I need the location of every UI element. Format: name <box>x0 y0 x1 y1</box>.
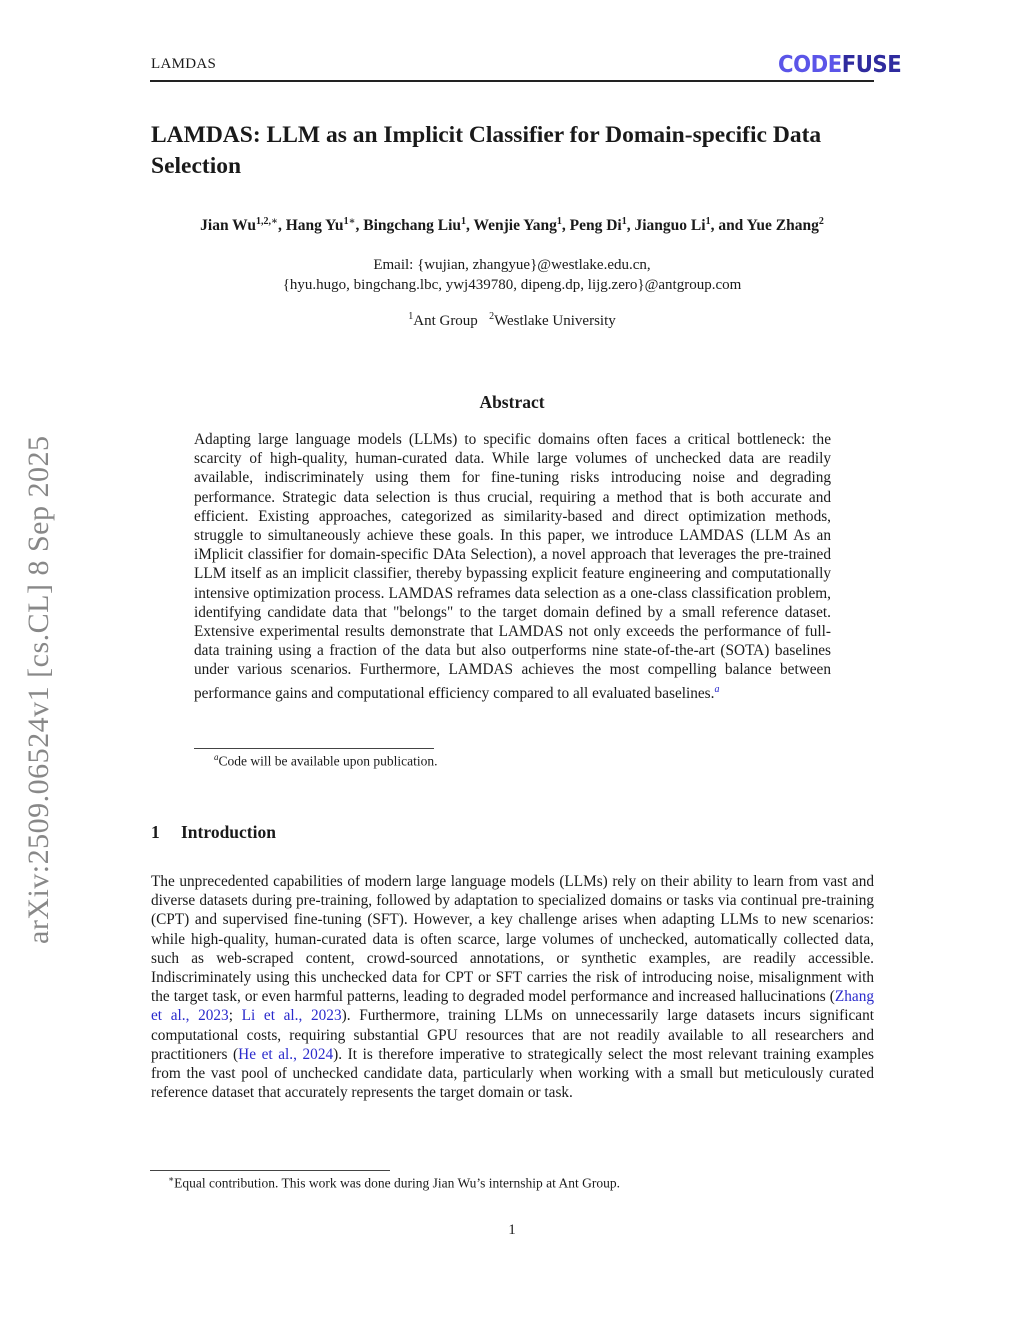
page-number: 1 <box>508 1222 516 1238</box>
author-affiliation-mark: 1 <box>621 216 627 227</box>
author-name: Hang Yu <box>285 217 344 235</box>
paper-title: LAMDAS: LLM as an Implicit Classifier for Domain-specific Data Selection <box>151 122 822 179</box>
author-name: Yue Zhang <box>746 217 819 235</box>
email-block <box>110 255 914 295</box>
abstract-footnote-rule <box>194 748 434 749</box>
abstract-footnote-text: Code will be available upon publication. <box>218 753 438 769</box>
logo-part-2: FUSE <box>841 52 902 78</box>
citation-zhang-2023[interactable]: Zhang et al., 2023 <box>151 988 874 1025</box>
email-line-1: Email: {wujian, zhangyue}@westlake.edu.cn, <box>373 257 651 273</box>
author-affiliation-mark: 2 <box>818 216 824 227</box>
citation-li-2023[interactable]: Li et al., 2023 <box>241 1007 342 1025</box>
running-title: LAMDAS <box>151 56 217 72</box>
footnote-rule <box>150 1170 390 1171</box>
footnote-mark: ∗ <box>168 1174 175 1184</box>
abstract-text: Adapting large language models (LLMs) to specific domains often faces a critical bottleneck: the scarcity of high-quality, human-curated data. While large volumes of unchecked data are readily available, indiscriminately using them for fine-tuning risks introducing noise and degrading performance. Strategic data selection is thus crucial, requiring a method that is both accurate and efficient. Existing approaches, categorized as similarity-based and direct optimization methods, struggle to simultaneously achieve these goals. In this paper, we introduce LAMDAS (LLM As an iMplicit classifier for domain-specific DAta Selection), a novel approach that leverages the pre-trained LLM itself as an implicit classifier, thereby bypassing explicit feature engineering and computationally intensive optimization process. LAMDAS reframes data selection as a one-class classification problem, identifying candidate data that "belongs" to the target domain defined by a small reference dataset. Extensive experimental results demonstrate that LAMDAS not only exceeds the performance of full-data training using a fraction of the data but also outperforms nine state-of-the-art (SOTA) baselines under various scenarios. Furthermore, LAMDAS achieves the most compelling balance between performance gains and computational efficiency compared to all evaluated baselines. <box>194 431 831 702</box>
author-affiliation-mark: 1∗ <box>343 216 356 227</box>
section-number: 1 <box>151 822 160 842</box>
affil-1-sup: 1 <box>408 311 414 322</box>
header-rule <box>150 80 874 82</box>
affiliations <box>110 311 914 330</box>
author-name: Bingchang Liu <box>363 217 462 235</box>
author-separator: , <box>277 217 286 235</box>
author-list <box>110 216 914 235</box>
abstract-body <box>194 430 831 703</box>
author-separator: , <box>626 217 635 235</box>
abstract-footnote-link[interactable]: a <box>714 683 720 695</box>
author-affiliation-mark: 1 <box>705 216 711 227</box>
author-affiliation-mark: 1 <box>461 216 467 227</box>
introduction-paragraph <box>151 872 874 1102</box>
author-separator: , <box>466 217 474 235</box>
author-affiliation-mark: 1 <box>556 216 562 227</box>
intro-text-2: ). Furthermore, training LLMs on unnecessarily large datasets incurs significant computational costs, requiring substantial GPU resources that are not readily available to all researchers and practitioners ( <box>151 1007 874 1063</box>
author-separator: , and <box>710 217 747 235</box>
affil-2-sup: 2 <box>489 311 495 322</box>
citation-separator: ; <box>228 1007 242 1025</box>
arxiv-sidebar-id[interactable]: arXiv:2509.06524v1 [cs.CL] 8 Sep 2025 <box>22 435 55 944</box>
affil-2-name: Westlake University <box>494 313 616 329</box>
author-affiliation-mark: 1,2,∗ <box>256 216 278 227</box>
abstract-heading: Abstract <box>479 392 545 412</box>
author-name: Peng Di <box>569 217 622 235</box>
codefuse-logo <box>778 52 901 78</box>
citation-he-2024[interactable]: He et al., 2024 <box>238 1045 334 1063</box>
abstract-footnote-mark: a <box>214 752 219 762</box>
intro-text-1: The unprecedented capabilities of modern large language models (LLMs) rely on their ability to learn from vast and diverse datasets during pre-training, followed by adaptation to specialized domains or tasks via continual pre-training (CPT) and supervised fine-tuning (SFT). However, a key challenge arises when adapting LLMs to new scenarios: while high-quality, human-curated data is often scarce, large volumes of unchecked, automatically collected data, such as web-scraped content, crowd-sourced annotations, or synthetic examples, are readily accessible. Indiscriminately using this unchecked data for CPT or SFT carries the risk of introducing noise, misalignment with the target task, or even harmful patterns, leading to degraded model performance and increased hallucinations ( <box>151 873 874 1006</box>
equal-contribution-footnote <box>168 1174 620 1192</box>
email-line-2: {hyu.hugo, bingchang.lbc, ywj439780, dipeng.dp, lijg.zero}@antgroup.com <box>282 277 742 293</box>
author-name: Jianguo Li <box>634 217 706 235</box>
section-title: Introduction <box>181 822 276 842</box>
intro-text-3: ). It is therefore imperative to strategically select the most relevant training examples from the vast pool of unchecked candidate data, particularly when working with a small but meticulously curated reference dataset that accurately represents the target domain or task. <box>151 1045 874 1102</box>
section-heading-introduction <box>151 822 276 843</box>
author-name: Wenjie Yang <box>473 217 557 235</box>
abstract-footnote <box>214 752 437 770</box>
logo-part-1: CODE <box>778 52 842 78</box>
author-separator: , <box>355 217 364 235</box>
author-separator: , <box>561 217 570 235</box>
affil-1-name: Ant Group <box>413 313 478 329</box>
footnote-text: Equal contribution. This work was done during Jian Wu’s internship at Ant Group. <box>174 1175 621 1191</box>
author-name: Jian Wu <box>200 217 257 235</box>
